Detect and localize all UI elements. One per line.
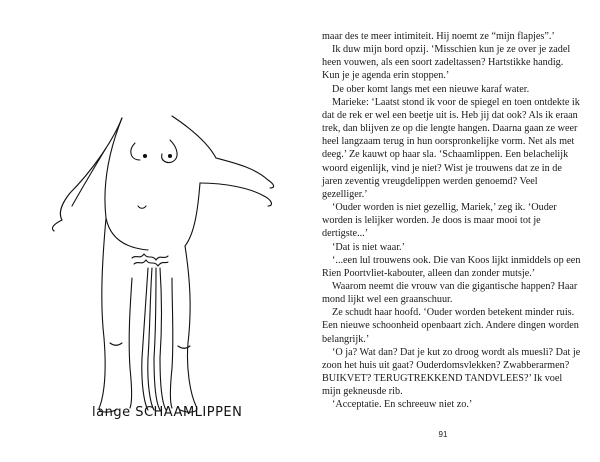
paragraph: Marieke: ‘Laatst stond ik voor de spiegel en toen ontdekte ik dat de rek er wel een beetje uit is. Heb jij dat ook? Als ik eraan trek, dan blijven ze op die lengte hangen. Daarna gaan ze weer heel langzaam terug in hun oorspronkelijke vorm. Net als met deeg.’ Ze kauwt op haar sla. ‘Schaamlippen. Een belachelijk woord eigenlijk, vind je niet? Wist je trouwens dat ze in de jaren zeventig vreugdelippen werden genoemd? Veel gezelliger.’ <box>322 96 580 200</box>
paragraph: Ik duw mijn bord opzij. ‘Misschien kun je ze over je zadel heen vouwen, als een soort zadeltassen? Hartstikke handig. Kun je je agenda erin stoppen.’ <box>322 44 571 82</box>
illustration-caption: lange SCHAAMLIPPEN <box>92 405 243 420</box>
paragraph: ‘Acceptatie. En schreeuw niet zo.’ <box>332 399 473 411</box>
paragraph: ‘Dat is niet waar.’ <box>332 241 405 253</box>
paragraph: ‘...een lul trouwens ook. Die van Koos lijkt inmiddels op een Rien Poortvliet-kabouter, alleen dan zonder mutsje.’ <box>322 254 581 279</box>
paragraph: Ze schudt haar hoofd. ‘Ouder worden betekent minder ruis. Een nieuwe schoonheid openbaart zich. Andere dingen worden belangrijk.’ <box>322 307 579 345</box>
paragraph: De ober komt langs met een nieuwe karaf water. <box>332 83 530 95</box>
paragraph: maar des te meer intimiteit. Hij noemt ze “mijn flapjes”.’ <box>322 31 555 42</box>
body-text <box>322 30 582 412</box>
paragraph: Waarom neemt die vrouw van die gigantische happen? Haar mond lijkt wel een graanschuur. <box>322 280 578 306</box>
page-number: 91 <box>438 430 448 439</box>
paragraph: ‘Ouder worden is niet gezellig, Mariek,’ zeg ik. ‘Ouder worden is lelijker worden. Je doos is maar mooi tot je dertigste...’ <box>322 202 557 240</box>
paragraph: ‘O ja? Wat dan? Dat je kut zo droog wordt als muesli? Dat je zoon het huis uit gaat? Ouderdomsvlekken? Zwabberarmen? BUIKVET? TERUGTREKKEND TANDVLEES?’ Ik voel mijn gekneusde rib. <box>322 346 581 398</box>
nude-figure-drawing-icon <box>40 88 280 418</box>
right-page <box>300 0 600 462</box>
